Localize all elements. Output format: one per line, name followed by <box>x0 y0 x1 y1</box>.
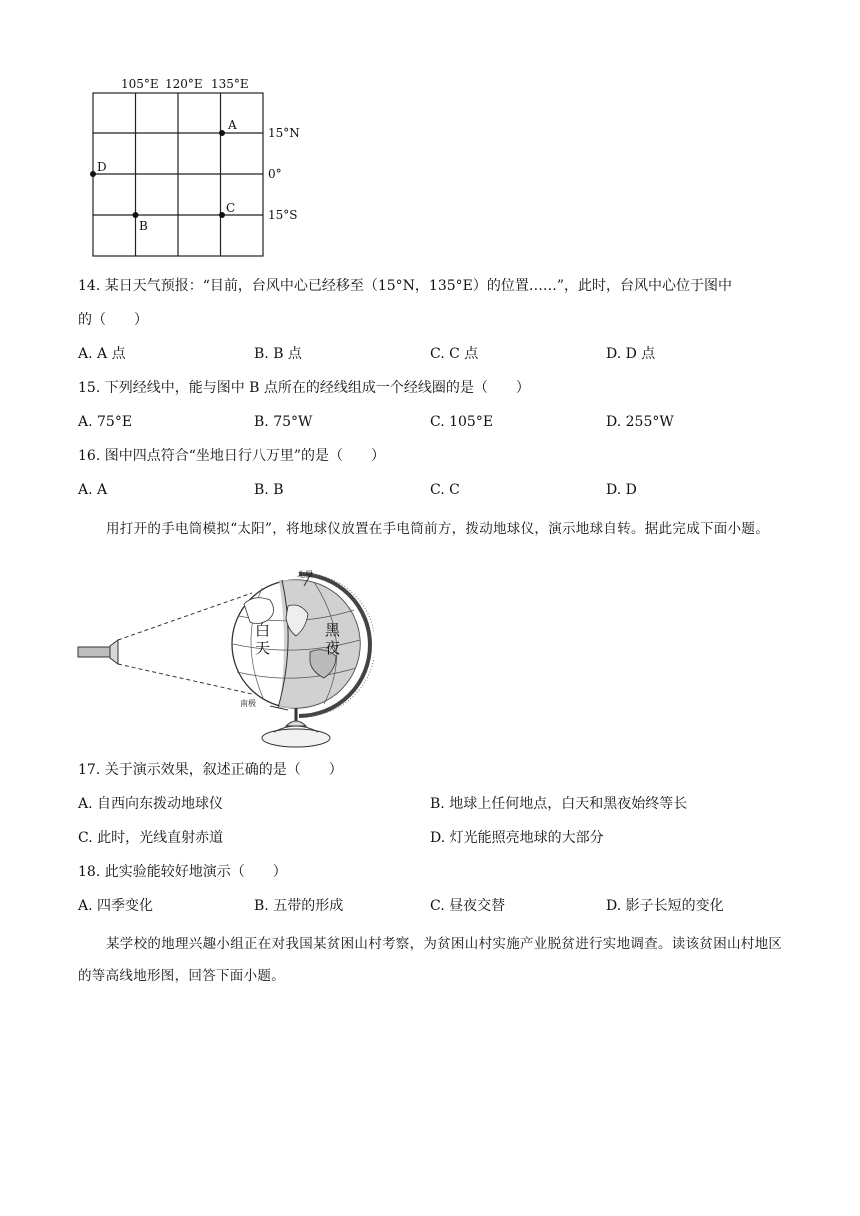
q18-option-a[interactable]: A. 四季变化 <box>78 898 154 914</box>
q17-option-c[interactable]: C. 此时，光线直射赤道 <box>78 830 224 846</box>
q15-option-b[interactable]: B. 75°W <box>254 414 313 430</box>
lon-label-105e: 105°E <box>121 77 159 91</box>
label-day-2: 天 <box>255 639 271 657</box>
q16-option-d[interactable]: D. D <box>606 482 637 498</box>
q16-option-b[interactable]: B. B <box>254 482 284 498</box>
label-d: D <box>97 160 107 174</box>
label-night-2: 夜 <box>325 639 341 657</box>
q15-stem: 15. 下列经线中，能与图中 B 点所在的经线组成一个经线圈的是（ ） <box>78 380 530 396</box>
q18-option-b[interactable]: B. 五带的形成 <box>254 898 344 914</box>
label-south-pole: 南极 <box>240 699 256 708</box>
point-d <box>90 171 96 177</box>
q18-stem: 18. 此实验能较好地演示（ ） <box>78 864 287 880</box>
q16-stem: 16. 图中四点符合“坐地日行八万里”的是（ ） <box>78 448 386 464</box>
label-night-1: 黑 <box>325 621 341 639</box>
point-c <box>219 212 225 218</box>
grid-svg <box>88 88 270 260</box>
q17-option-d[interactable]: D. 灯光能照亮地球的大部分 <box>430 830 604 846</box>
point-a <box>219 130 225 136</box>
q18-option-c[interactable]: C. 昼夜交替 <box>430 898 506 914</box>
q16-option-c[interactable]: C. C <box>430 482 460 498</box>
q14-stem-line1: 14. 某日天气预报：“目前，台风中心已经移至（15°N，135°E）的位置……”，此时，台风中心位于图中 <box>78 278 733 294</box>
lat-label-0: 0° <box>268 167 282 181</box>
q14-option-b[interactable]: B. B 点 <box>254 346 302 362</box>
q17-option-b[interactable]: B. 地球上任何地点，白天和黑夜始终等长 <box>430 796 688 812</box>
intro-paragraph-flashlight: 用打开的手电筒模拟“太阳”，将地球仪放置在手电筒前方，拨动地球仪，演示地球自转。据此完成下面小题。 <box>106 521 770 537</box>
label-a: A <box>228 118 237 132</box>
q14-stem-line2: 的（ ） <box>78 312 148 328</box>
intro-paragraph-village: 某学校的地理兴趣小组正在对我国某贫困山村考察，为贫困山村实施产业脱贫进行实地调查。读该贫困山村地区的等高线地形图，回答下面小题。 <box>78 936 783 984</box>
label-day-1: 白 <box>255 621 271 639</box>
label-north-pole: 北极 <box>297 570 313 579</box>
lon-label-120e: 120°E <box>165 77 203 91</box>
q14-option-d[interactable]: D. D 点 <box>606 346 656 362</box>
q17-stem: 17. 关于演示效果，叙述正确的是（ ） <box>78 762 343 778</box>
q14-option-a[interactable]: A. A 点 <box>78 346 126 362</box>
q17-option-a[interactable]: A. 自西向东拨动地球仪 <box>78 796 224 812</box>
q15-option-a[interactable]: A. 75°E <box>78 414 133 430</box>
point-b <box>133 212 139 218</box>
q15-option-d[interactable]: D. 255°W <box>606 414 674 430</box>
q14-option-c[interactable]: C. C 点 <box>430 346 479 362</box>
q18-option-d[interactable]: D. 影子长短的变化 <box>606 898 724 914</box>
lon-label-135e: 135°E <box>211 77 249 91</box>
q16-option-a[interactable]: A. A <box>78 482 108 498</box>
lat-label-15n: 15°N <box>268 126 300 140</box>
label-c: C <box>226 201 236 215</box>
globe-svg <box>74 566 374 754</box>
label-b: B <box>139 219 148 233</box>
q15-option-c[interactable]: C. 105°E <box>430 414 494 430</box>
lat-label-15s: 15°S <box>268 208 298 222</box>
